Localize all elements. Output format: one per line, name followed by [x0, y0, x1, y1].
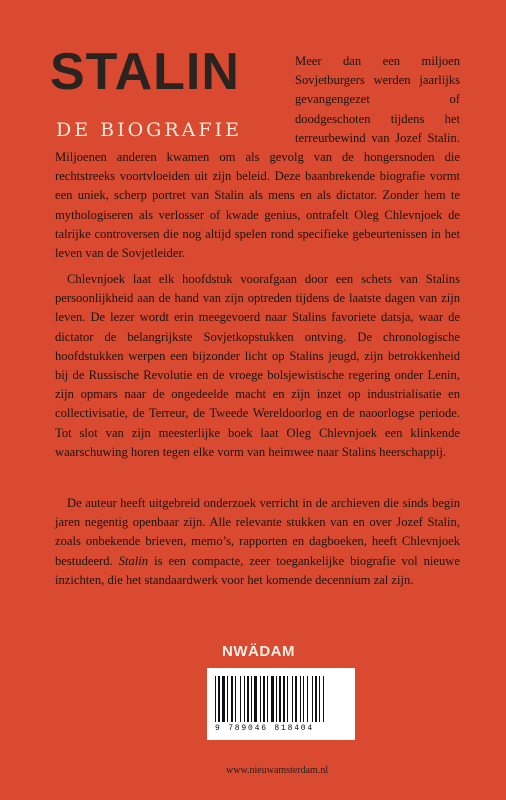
blurb-paragraph-1: [55, 52, 460, 263]
blurb-text-3: [55, 494, 460, 590]
blurb-text-3-title: Stalin: [118, 553, 149, 568]
blurb-text-1: Meer dan een miljoen Sovjetburgers werden jaarlijks gevangengezet of doodgeschoten tijdens het terreurbewind van Jozef Stalin. Miljoenen anderen kwamen om als gevolg van de hongersnoden die rechtstreeks voortvloeiden uit zijn beleid. Deze baanbrekende biografie vormt een uniek, scherp portret van Stalin als mens en als dictator. Zonder hem te mythologiseren als verlosser of kwade genius, ontrafelt Oleg Chlevnjoek de talrijke controversen die nog altijd spelen rond specifieke gebeurtenissen in het leven van de Sovjetleider.: [55, 54, 460, 261]
barcode: [207, 668, 355, 740]
book-title: STALIN: [50, 43, 240, 101]
publisher-url: www.nieuwamsterdam.nl: [226, 765, 329, 776]
blurb-text-3-start: De auteur heeft uitgebreid onderzoek verricht in de archieven die sinds begin jaren negentig openbaar zijn. Alle relevante stukken van en over Jozef Stalin, zoals onbekende brieven, memo’s, rapporten en dagboeken, heeft Chlevnjoek bestudeerd.: [55, 496, 460, 568]
publisher-logo: NWÄDAM: [222, 643, 295, 660]
blurb-paragraph-2: [55, 270, 460, 462]
isbn-number: 9 789046 818404: [215, 724, 315, 733]
blurb-text-3-end: is een compacte, zeer toegankelijke biografie vol nieuwe inzichten, die het standaardwerk voor het komende decennium zal zijn.: [55, 553, 460, 587]
barcode-bars-icon: [215, 676, 347, 722]
blurb-text-2: Chlevnjoek laat elk hoofdstuk voorafgaan door een schets van Stalins persoonlijkheid aan de hand van zijn optreden tijdens de laatste dagen van zijn leven. De lezer wordt erin meegevoerd naar Stalins favoriete datsja, waar de dictator de belangrijkste Sovjetkopstukken ontving. De chronologische hoofdstukken werpen een bijzonder licht op Stalins jeugd, zijn betrokkenheid bij de Russische Revolutie en de vroege bolsjewistische regering onder Lenin, zijn opmars naar de ongedeelde macht en zijn inzet op industrialisatie en collectivisatie, de Terreur, de Tweede Wereldoorlog en de naoorlogse periode. Tot slot van zijn meesterlijke boek laat Oleg Chlevnjoek een klinkende waarschuwing horen tegen elke vorm van heimwee naar Stalins heerschappij.: [55, 272, 460, 459]
book-subtitle: DE BIOGRAFIE: [56, 119, 242, 141]
blurb-paragraph-3: [55, 494, 460, 590]
